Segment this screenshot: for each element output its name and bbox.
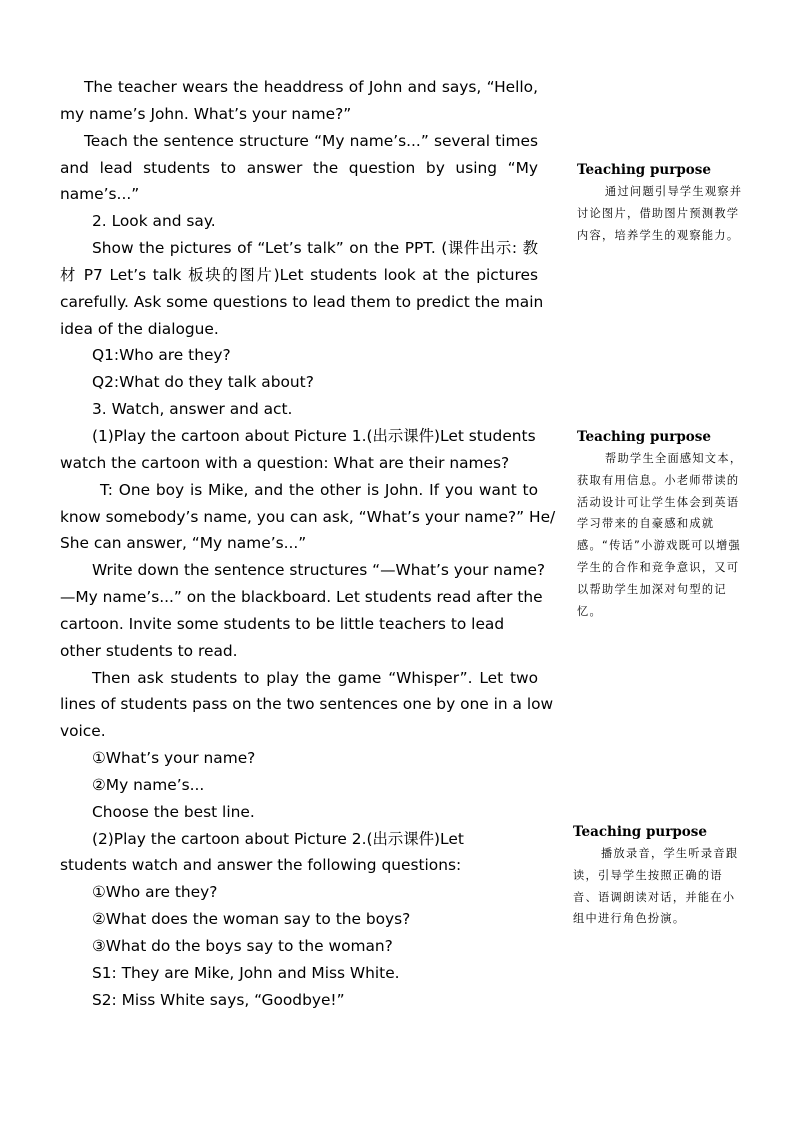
teaching-purpose-note	[577, 160, 745, 246]
list-item: ①Who are they?	[92, 883, 218, 902]
note-heading: Teaching purpose	[573, 824, 707, 840]
paragraph-line: 材 P7 Let’s talk 板块的图片)Let students look at the pictures	[60, 265, 538, 284]
note-heading: Teaching purpose	[577, 429, 711, 445]
note-text: 播放录音，学生听录音跟读，引导学生按照正确的语音、语调朗读对话，并能在小组中进行角色扮演。	[573, 847, 739, 926]
lesson-body	[60, 74, 556, 1014]
paragraph-line: carefully. Ask some questions to lead them to predict the main	[60, 292, 544, 311]
paragraph-line: cartoon. Invite some students to be little teachers to lead	[60, 614, 505, 633]
dialogue-line: S1: They are Mike, John and Miss White.	[92, 963, 400, 982]
paragraph-line: voice.	[60, 722, 106, 741]
paragraph-line: (1)Play the cartoon about Picture 1.(出示课件)Let students	[92, 426, 536, 445]
paragraph-line: Choose the best line.	[92, 802, 255, 821]
paragraph-line: idea of the dialogue.	[60, 319, 219, 338]
dialogue-line: S2: Miss White says, “Goodbye!”	[92, 990, 345, 1009]
list-item: ②My name’s...	[92, 775, 205, 794]
paragraph-line: —My name’s...” on the blackboard. Let students read after the	[60, 588, 543, 607]
list-item: ③What do the boys say to the woman?	[92, 937, 393, 955]
paragraph-line: (2)Play the cartoon about Picture 2.(出示课件)Let	[92, 829, 464, 848]
teaching-purpose-note	[573, 822, 741, 930]
section-heading: 3. Watch, answer and act.	[92, 400, 293, 419]
note-text: 帮助学生全面感知文本，获取有用信息。小老师带读的活动设计可让学生体会到英语学习带来的自豪感和成就感。“传话”小游戏既可以增强学生的合作和竞争意识，又可以帮助学生加深对句型的记忆。	[577, 452, 743, 618]
paragraph-line: Show the pictures of “Let’s talk” on the PPT. (课件出示: 教	[92, 239, 538, 258]
paragraph-line: T: One boy is Mike, and the other is John. If you want to	[100, 480, 538, 499]
paragraph-line: know somebody’s name, you can ask, “What’s your name?” He/	[60, 507, 556, 526]
paragraph-line: Teach the sentence structure “My name’s...” several times	[84, 131, 538, 150]
paragraph-line: watch the cartoon with a question: What are their names?	[60, 453, 510, 472]
paragraph-line: The teacher wears the headdress of John and says, “Hello,	[84, 78, 538, 96]
paragraph-line: Write down the sentence structures “—What’s your name?	[92, 561, 546, 580]
paragraph-line: Then ask students to play the game “Whisper”. Let two	[92, 668, 538, 687]
question-line: Q2:What do they talk about?	[92, 373, 314, 392]
paragraph-line: name’s...”	[60, 185, 140, 204]
note-text: 通过问题引导学生观察并讨论图片，借助图片预测教学内容，培养学生的观察能力。	[577, 185, 743, 242]
paragraph-line: my name’s John. What’s your name?”	[60, 104, 352, 123]
teaching-purpose-note	[577, 427, 745, 622]
section-heading: 2. Look and say.	[92, 212, 216, 231]
question-line: Q1:Who are they?	[92, 346, 231, 365]
paragraph-line: She can answer, “My name’s...”	[60, 534, 307, 553]
paragraph-line: lines of students pass on the two sentences one by one in a low	[60, 695, 554, 714]
list-item: ①What’s your name?	[92, 749, 256, 768]
paragraph-line: other students to read.	[60, 641, 238, 660]
paragraph-line: students watch and answer the following questions:	[60, 856, 462, 875]
paragraph-line: and lead students to answer the question by using “My	[60, 158, 538, 177]
note-heading: Teaching purpose	[577, 162, 711, 178]
list-item: ②What does the woman say to the boys?	[92, 910, 411, 929]
